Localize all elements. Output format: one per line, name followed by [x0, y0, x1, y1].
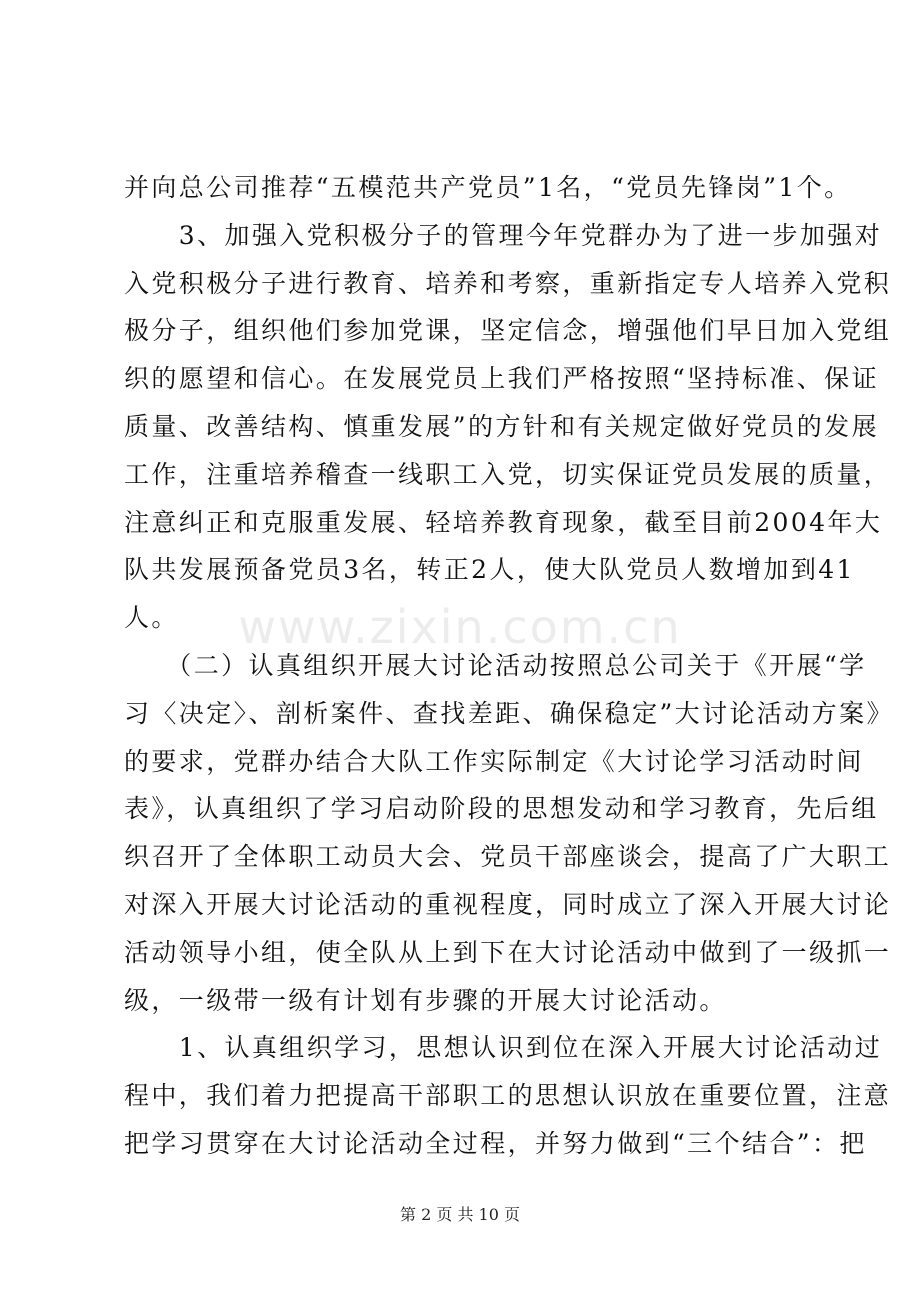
text-line: 程中，我们着力把提高干部职工的思想认识放在重要位置，注意 — [124, 1081, 892, 1111]
text-line: 入党积极分子进行教育、培养和考察，重新指定专人培养入党积 — [124, 268, 892, 298]
text-line: 表》，认真组织了学习启动阶段的思想发动和学习教育，先后组 — [124, 794, 879, 824]
text-line: 把学习贯穿在大讨论活动全过程，并努力做到“三个结合”：把 — [124, 1128, 867, 1158]
text-line: 对深入开展大讨论活动的重视程度，同时成立了深入开展大讨论 — [124, 889, 892, 919]
text-line: 3、加强入党积极分子的管理今年党群办为了进一步加强对 — [124, 220, 883, 250]
text-line: 并向总公司推荐“五模范共产党员”1名，“党员先锋岗”1个。 — [124, 173, 852, 202]
text-line: 质量、改善结构、慎重发展”的方针和有关规定做好党员的发展 — [124, 411, 879, 441]
text-line: 级，一级带一级有计划有步骤的开展大讨论活动。 — [124, 985, 727, 1015]
text-line: 注意纠正和克服重发展、轻培养教育现象，截至目前2004年大 — [124, 507, 883, 537]
text-line: 织召开了全体职工动员大会、党员干部座谈会，提高了广大职工 — [124, 842, 892, 872]
text-line: 的要求，党群办结合大队工作实际制定《大讨论学习活动时间 — [124, 746, 864, 776]
text-line: 活动领导小组，使全队从上到下在大讨论活动中做到了一级抓一 — [124, 937, 892, 967]
text-line: 工作，注重培养稽查一线职工入党，切实保证党员发展的质量， — [124, 459, 892, 489]
document-body — [124, 164, 894, 1168]
watermark: www.zixin.com.cn — [238, 600, 682, 654]
text-line: （二）认真组织开展大讨论活动按照总公司关于《开展“学 — [124, 650, 867, 680]
text-line: 织的愿望和信心。在发展党员上我们严格按照“坚持标准、保证 — [124, 364, 879, 394]
text-line: 极分子，组织他们参加党课，坚定信念，增强他们早日加入党组 — [124, 316, 892, 346]
text-line: 队共发展预备党员3名，转正2人，使大队党员人数增加到41 — [124, 555, 855, 585]
text-line: 人。 — [124, 603, 179, 633]
text-line: 习〈决定〉、剖析案件、查找差距、确保稳定”大讨论活动方案》 — [124, 698, 894, 728]
page-number-footer: 第 2 页 共 10 页 — [400, 1205, 520, 1224]
text-line: 1、认真组织学习，思想认识到位在深入开展大讨论活动过 — [124, 1033, 883, 1063]
